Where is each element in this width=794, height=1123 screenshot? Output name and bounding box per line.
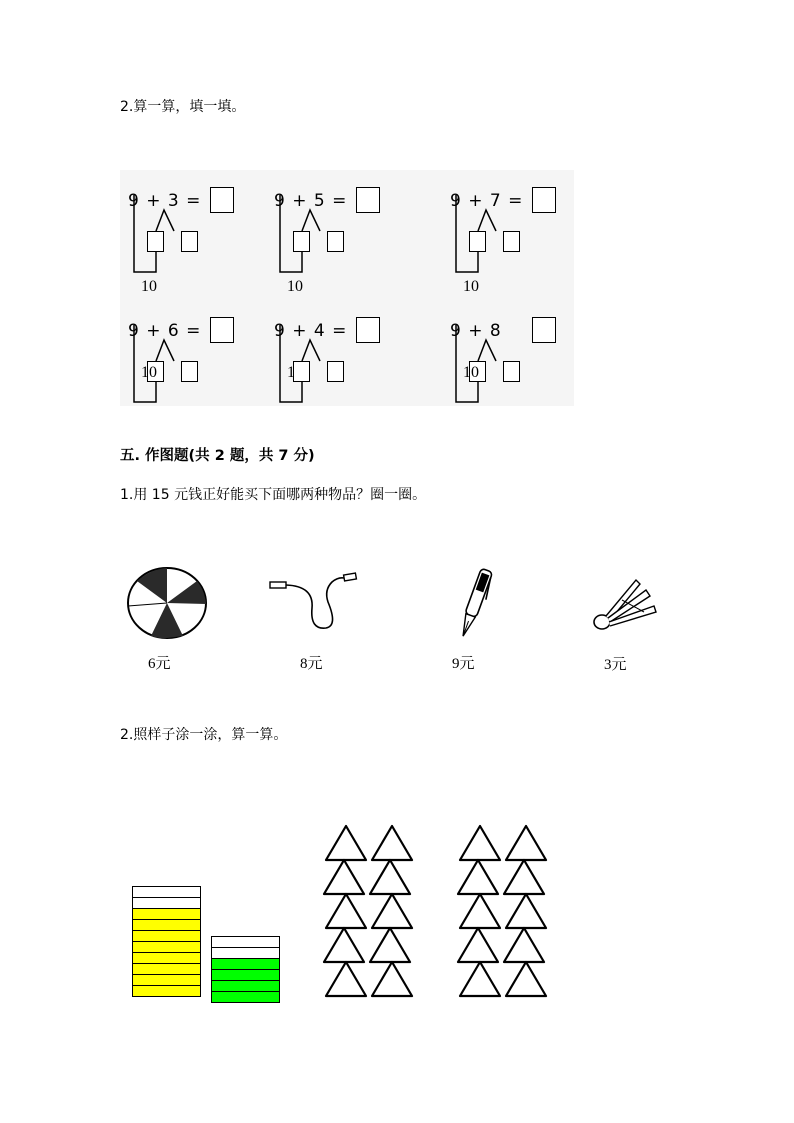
equation-text: 9 + 3 = <box>128 191 202 211</box>
answer-box[interactable] <box>356 317 380 343</box>
triangle-shape[interactable] <box>326 894 366 928</box>
section-5-title: 五. 作图题(共 2 题，共 7 分) <box>120 448 315 464</box>
triangle-shape[interactable] <box>326 826 366 860</box>
triangle-shape[interactable] <box>460 962 500 996</box>
triangle-shape[interactable] <box>460 894 500 928</box>
triangle-shape[interactable] <box>372 894 412 928</box>
triangle-shape[interactable] <box>458 860 498 894</box>
price-ball: 6元 <box>148 656 171 672</box>
price-jump-rope: 8元 <box>300 656 323 672</box>
equation-text: 9 + 4 = <box>274 321 348 341</box>
decomposition-line <box>156 340 174 361</box>
bar-cell[interactable] <box>211 991 280 1003</box>
equation-text: 9 + 8 <box>450 321 502 341</box>
ten-label: 10 <box>141 278 157 295</box>
math-panel <box>120 170 574 406</box>
triangle-shape[interactable] <box>506 826 546 860</box>
triangle-shape[interactable] <box>324 928 364 962</box>
ten-label: 1 <box>287 364 295 381</box>
jump-rope-icon <box>268 572 360 634</box>
split-box-left[interactable] <box>293 361 310 382</box>
split-box-left[interactable] <box>293 231 310 252</box>
triangle-shape[interactable] <box>506 962 546 996</box>
split-box-left[interactable] <box>147 231 164 252</box>
triangle-shape[interactable] <box>372 826 412 860</box>
triangle-shape[interactable] <box>458 928 498 962</box>
triangle-shape[interactable] <box>460 826 500 860</box>
equation-text: 9 + 5 = <box>274 191 348 211</box>
answer-box[interactable] <box>532 187 556 213</box>
split-box-right[interactable] <box>503 231 520 252</box>
triangle-shape[interactable] <box>504 928 544 962</box>
decomposition-line <box>302 210 320 231</box>
decomposition-line <box>302 340 320 361</box>
beach-ball-icon <box>125 566 209 640</box>
ten-label: 10 <box>287 278 303 295</box>
triangle-shape[interactable] <box>324 860 364 894</box>
question-1-title: 1.用 15 元钱正好能买下面哪两种物品？圈一圈。 <box>120 487 427 503</box>
triangle-shape[interactable] <box>370 860 410 894</box>
split-box-left[interactable] <box>469 231 486 252</box>
triangle-shape[interactable] <box>370 928 410 962</box>
triangle-shape[interactable] <box>372 962 412 996</box>
ten-label: 10 <box>463 364 479 381</box>
decomposition-line <box>156 210 174 231</box>
green-bar-stack[interactable] <box>211 936 280 1003</box>
equation-text: 9 + 6 = <box>128 321 202 341</box>
triangle-groups <box>320 822 560 1012</box>
split-box-right[interactable] <box>327 361 344 382</box>
split-box-right[interactable] <box>181 231 198 252</box>
question-2b-title: 2.照样子涂一涂，算一算。 <box>120 727 288 743</box>
triangle-shape[interactable] <box>504 860 544 894</box>
shuttlecock-icon <box>592 576 662 634</box>
yellow-bar-stack[interactable] <box>132 886 201 997</box>
question-2-title: 2.算一算，填一填。 <box>120 99 246 115</box>
answer-box[interactable] <box>532 317 556 343</box>
split-box-right[interactable] <box>181 361 198 382</box>
answer-box[interactable] <box>210 317 234 343</box>
answer-box[interactable] <box>356 187 380 213</box>
decomposition-line <box>478 340 496 361</box>
ten-label: 10 <box>141 364 157 381</box>
ten-label: 10 <box>463 278 479 295</box>
split-box-right[interactable] <box>503 361 520 382</box>
bar-cell[interactable] <box>132 985 201 997</box>
price-pen: 9元 <box>452 656 475 672</box>
fountain-pen-icon <box>454 566 494 646</box>
triangle-shape[interactable] <box>506 894 546 928</box>
triangle-shape[interactable] <box>326 962 366 996</box>
equation-text: 9 + 7 = <box>450 191 524 211</box>
answer-box[interactable] <box>210 187 234 213</box>
price-shuttlecock: 3元 <box>604 657 627 673</box>
split-box-right[interactable] <box>327 231 344 252</box>
decomposition-line <box>478 210 496 231</box>
